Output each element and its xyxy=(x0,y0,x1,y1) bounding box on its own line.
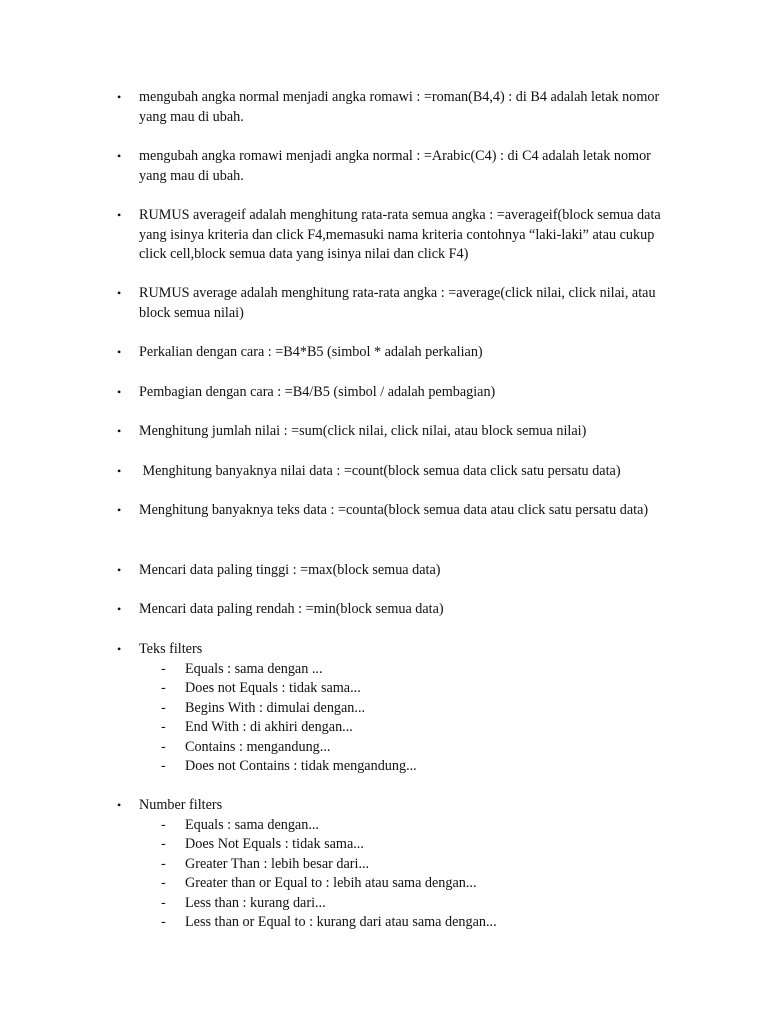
list-item xyxy=(117,284,679,323)
dash-icon: - xyxy=(161,875,166,891)
list-item xyxy=(117,600,679,620)
bullet-icon: • xyxy=(117,602,122,616)
sub-list-item xyxy=(139,718,679,738)
dash-icon: - xyxy=(161,894,166,911)
sub-list-item xyxy=(139,874,679,894)
list-item xyxy=(117,383,679,403)
sub-list-item-text: Equals : sama dengan... xyxy=(185,816,319,833)
list-item xyxy=(117,343,679,363)
dash-icon: - xyxy=(161,914,166,930)
sub-list-item-text: Contains : mengandung... xyxy=(185,738,331,755)
dash-icon: - xyxy=(161,738,166,755)
sub-list-item-text: Less than or Equal to : kurang dari atau sama dengan... xyxy=(185,914,497,930)
sub-list-item-text: Greater Than : lebih besar dari... xyxy=(185,855,370,872)
list-item-text: Perkalian dengan cara : =B4*B5 (simbol * adalah perkalian) xyxy=(139,344,483,360)
bullet-icon: • xyxy=(117,503,122,517)
sub-list-item xyxy=(139,660,679,680)
list-item-text: mengubah angka normal menjadi angka romawi : =roman(B4,4) : di B4 adalah letak nomor yang mau di ubah. xyxy=(139,89,660,125)
bullet-icon: • xyxy=(117,90,122,104)
dash-icon: - xyxy=(161,758,166,774)
list-item xyxy=(117,88,679,127)
sub-list-item-text: Does Not Equals : tidak sama... xyxy=(185,836,364,852)
dash-icon: - xyxy=(161,719,166,735)
list-item xyxy=(117,462,679,482)
list-item-text: Number filters xyxy=(139,797,223,813)
bullet-icon: • xyxy=(117,798,122,812)
bullet-icon: • xyxy=(117,286,122,300)
list-item-text: Menghitung banyaknya nilai data : =count(block semua data click satu persatu data) xyxy=(139,463,621,479)
sub-list-item-text: Greater than or Equal to : lebih atau sama dengan... xyxy=(185,875,477,891)
list-item-text: Teks filters xyxy=(139,641,203,657)
bullet-icon: • xyxy=(117,208,122,222)
sub-list-item-text: Does not Contains : tidak mengandung... xyxy=(185,758,417,774)
sub-list-item xyxy=(139,738,679,758)
list-item-text: Pembagian dengan cara : =B4/B5 (simbol / adalah pembagian) xyxy=(139,384,496,400)
dash-icon: - xyxy=(161,836,166,852)
sub-list-item xyxy=(139,855,679,875)
list-item-text: RUMUS averageif adalah menghitung rata-rata semua angka : =averageif(block semua data yang isinya kriteria dan click F4,memasuki nama kriteria contohnya “laki-laki” atau cukup click cell,block semua data yang isinya nilai dan click F4) xyxy=(139,207,661,262)
sub-list-item-text: Equals : sama dengan ... xyxy=(185,660,323,677)
list-item-text: Mencari data paling rendah : =min(block semua data) xyxy=(139,601,444,617)
dash-icon: - xyxy=(161,660,166,677)
sub-list-item-text: Less than : kurang dari... xyxy=(185,894,326,911)
list-item xyxy=(117,422,679,442)
sub-list-item-text: Does not Equals : tidak sama... xyxy=(185,680,361,696)
bullet-icon: • xyxy=(117,385,122,399)
list-item-text: Mencari data paling tinggi : =max(block semua data) xyxy=(139,562,441,578)
sub-list-item xyxy=(139,757,679,777)
list-item-text: RUMUS average adalah menghitung rata-rata angka : =average(click nilai, click nilai, atau block semua nilai) xyxy=(139,285,656,321)
sub-list-item xyxy=(139,835,679,855)
bullet-icon: • xyxy=(117,345,122,359)
dash-icon: - xyxy=(161,699,166,716)
sub-list-item xyxy=(139,679,679,699)
sub-list-item xyxy=(139,699,679,719)
dash-icon: - xyxy=(161,816,166,833)
list-item-text: mengubah angka romawi menjadi angka normal : =Arabic(C4) : di C4 adalah letak nomor yang mau di ubah. xyxy=(139,148,651,184)
list-item-text: Menghitung jumlah nilai : =sum(click nilai, click nilai, atau block semua nilai) xyxy=(139,423,587,439)
bullet-icon: • xyxy=(117,424,122,438)
list-item-teks-filters xyxy=(117,640,679,777)
list-item-text: Menghitung banyaknya teks data : =counta(block semua data atau click satu persatu data) xyxy=(139,502,649,518)
dash-icon: - xyxy=(161,855,166,872)
sub-list-item xyxy=(139,913,679,933)
bullet-icon: • xyxy=(117,642,122,656)
list-item xyxy=(117,561,679,581)
list-item-number-filters xyxy=(117,796,679,933)
bullet-icon: • xyxy=(117,563,122,577)
list-item xyxy=(117,147,679,186)
sub-list-item-text: Begins With : dimulai dengan... xyxy=(185,699,366,716)
list-item xyxy=(117,501,679,521)
sub-list-item xyxy=(139,894,679,914)
list-item xyxy=(117,206,679,265)
bullet-icon: • xyxy=(117,464,122,478)
dash-icon: - xyxy=(161,680,166,696)
sub-list-item xyxy=(139,816,679,836)
sub-list-item-text: End With : di akhiri dengan... xyxy=(185,719,353,735)
bullet-icon: • xyxy=(117,149,122,163)
